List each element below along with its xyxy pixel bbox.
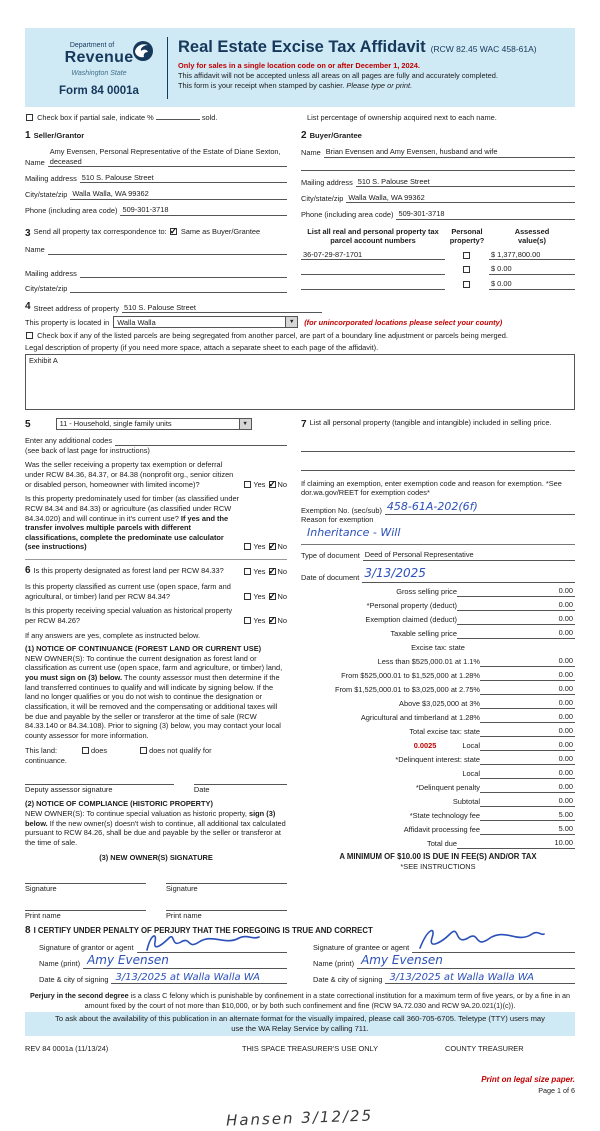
personal-property-line-2[interactable]	[301, 462, 575, 471]
form-number: Form 84 0001a	[59, 84, 139, 97]
form-title-rcw: (RCW 82.45 WAC 458-61A)	[430, 44, 537, 54]
q6b-no-checkbox[interactable]	[269, 593, 276, 600]
see-back-note: (see back of last page for instructions)	[25, 445, 150, 455]
seller-title: Seller/Grantor	[33, 130, 85, 140]
buyer-mailing-input[interactable]: 510 S. Palouse Street	[356, 177, 575, 188]
grantor-name-print-input[interactable]: Amy Evensen	[83, 961, 287, 969]
grantee-signature-block: Signature of grantee or agent Name (print) Amy Evensen Date & city of signing 3/13/2025 at Walla Walla WA	[313, 937, 575, 984]
logo-text-sub: Washington State	[71, 69, 127, 77]
q2-yes-checkbox[interactable]	[244, 543, 251, 550]
subtotal-input[interactable]: 0.00	[480, 796, 575, 807]
page-indicator: Page 1 of 6	[538, 1085, 575, 1095]
new-owner-print-line-1[interactable]	[25, 902, 146, 911]
local-rate-value: 0.0025	[413, 741, 437, 751]
total-due-input[interactable]: 10.00	[457, 838, 575, 849]
assessed-value-2[interactable]: $ 0.00	[489, 264, 575, 275]
local-excise-input[interactable]: 0.00	[480, 740, 575, 751]
same-as-buyer-label: Same as Buyer/Grantee	[180, 226, 261, 236]
dor-logo	[35, 37, 163, 99]
seller-name-input[interactable]: Amy Evensen, Personal Representative of the Estate of Diane Sexton, deceased	[48, 147, 287, 167]
notice-completed: This affidavit will not be accepted unless all areas on all pages are fully and accurately completed.	[178, 71, 498, 81]
type-of-document-input[interactable]: Deed of Personal Representative	[363, 550, 575, 561]
correspondence-name-input[interactable]	[48, 247, 287, 255]
new-owner-signature-line-1[interactable]	[25, 875, 146, 884]
delinquent-penalty-input[interactable]: 0.00	[480, 782, 575, 793]
header-title-block	[167, 37, 565, 99]
parcels-col3-header: Assessed value(s)	[514, 226, 550, 246]
delinquent-interest-local-input[interactable]: 0.00	[480, 768, 575, 779]
current-use-question: Is this property classified as current use (open space, farm and agricultural, or timber) land per RCW 84.34?	[25, 582, 231, 601]
section-8-certification: 8 I CERTIFY UNDER PENALTY OF PERJURY THAT THE FOREGOING IS TRUE AND CORRECT Signature of grantor or agent Name (print) Amy Evensen Date & city of signing 3/13/2025 at Walla Walla WA Signature of grantee or agent Name (print) Amy Evensen Date & city of signing 3/13/2025 at Walla Walla WA	[25, 924, 575, 984]
grantee-signature-line[interactable]	[412, 945, 575, 953]
grantee-date-city-input[interactable]: 3/13/2025 at Walla Walla WA	[385, 976, 575, 984]
notice-continuance-title: (1) NOTICE OF CONTINUANCE (FOREST LAND OR CURRENT USE)	[25, 644, 262, 654]
exemption-deferral-question: Was the seller receiving a property tax exemption or deferral under RCW 84.36, 84.37, or 84.38 (nonprofit org., senior citizen or disabled person, homeowner with limited income)?	[25, 460, 234, 489]
parcel-row-2	[301, 264, 575, 275]
q6a-yes-checkbox[interactable]	[244, 568, 251, 575]
personal-property-checkbox-1[interactable]	[463, 252, 470, 259]
notice-receipt: This form is your receipt when stamped by cashier. Please type or print.	[178, 80, 413, 90]
tier2-input[interactable]: 0.00	[480, 670, 575, 681]
buyer-name-input[interactable]: Brian Evensen and Amy Evensen, husband and wife	[324, 147, 575, 158]
tier1-input[interactable]: 0.00	[480, 656, 575, 667]
reason-for-exemption-label: Reason for exemption	[301, 515, 374, 525]
rev-form-number: REV 84 0001a (11/13/24)	[25, 1043, 109, 1053]
correspondence-csz-input[interactable]	[70, 285, 287, 293]
assessed-value-1[interactable]: $ 1,377,800.00	[489, 250, 575, 261]
same-as-buyer-checkbox[interactable]	[170, 228, 177, 235]
logo-text-top: Department of	[69, 42, 115, 49]
new-owner-print-line-2[interactable]	[166, 902, 287, 911]
new-owner-signature-line-2[interactable]	[166, 875, 287, 884]
treasurer-use-only: THIS SPACE TREASURER'S USE ONLY	[241, 1043, 379, 1053]
buyer-title: Buyer/Grantee	[309, 130, 362, 140]
seller-mailing-input[interactable]: 510 S. Palouse Street	[80, 173, 287, 184]
personal-property-intro: List all personal property (tangible and intangible) included in selling price.	[309, 417, 552, 427]
parcels-col1-header: List all real and personal property tax parcel account numbers	[307, 226, 439, 246]
grantor-signature-block: Signature of grantor or agent Name (print) Amy Evensen Date & city of signing 3/13/2025 at Walla Walla WA	[25, 937, 287, 984]
date-of-document-input[interactable]: 3/13/2025	[362, 566, 575, 583]
parcel-number-input-2[interactable]	[301, 266, 445, 275]
legal-description-input[interactable]: Exhibit A	[25, 354, 575, 410]
delinquent-interest-state-input[interactable]: 0.00	[480, 754, 575, 765]
section-7-personal-property: 7 List all personal property (tangible and intangible) included in selling price. If claiming an exemption, enter exemption code and reason for exemption. *See dor.wa.gov/REET for exemption codes* Exemption No. (sec/sub) 458-61A-202(6f) Reason for exemption Inheritance - Will Type of document Deed of Personal Representative Date of document 3/13/2025 Gross selling price 0.00 *Personal property (deduct) 0.00 Exemption claimed (deduct) 0.00 Taxable selling price 0.00 Excise tax: state Less than $525,000.01 at 1.1% 0.00 From $525,000.01 to $1,525,000 at 1.28% 0.00 From $1,525,000.01 to $3,025,000 at 2.75% 0.00 Above $3,025,000 at 3% 0.00 Agricultural and timberland at 1.28% 0.00 Total excise tax: state 0.00 0.0025 Local 0.00 *Delinquent interest: state 0.00 Local 0.00 *Delinquent penalty 0.00 Subtotal 0.00 *State technology fee 5.00 Affidavit processing fee 5.00 Total due 10.00 A MINIMUM OF $10.00 IS DUE IN FEE(S) AND/OR TAX *SEE INSTRUCTIONS	[301, 417, 573, 871]
logo-revenue: Revenue	[35, 48, 163, 69]
buyer-name-line2[interactable]	[301, 163, 575, 171]
certify-statement: I CERTIFY UNDER PENALTY OF PERJURY THAT THE FOREGOING IS TRUE AND CORRECT	[33, 926, 373, 936]
parcel-row-1	[301, 250, 575, 261]
section-5-use: 5 11 - Household, single family units ▼ Enter any additional codes (see back of last page for instructions) Was the seller receiving a property tax exemption or deferral under RCW 84.36, 84.37, or 84.38 (nonprofit org., senior citizen or disabled person, homeowner with limited income)? Yes ✓ No Is this property predominately used for timber (as classified under RCW 84.34 and 84.33) or agriculture (as classified under RCW 84.34.020) and will continue in it's current use? If yes and the transfer involves multiple parcels with different classifications, complete the predominate use calculator (see instructions) Yes ✓ No	[25, 418, 287, 552]
section-2-buyer: 2 Buyer/Grantee Name Brian Evensen and Amy Evensen, husband and wife Mailing address 510 S. Palouse Street City/state/zip Walla Walla, WA 99362 Phone (including area code) 509-301-3718	[301, 129, 575, 220]
notice-compliance-body: NEW OWNER(S): To continue special valuation as historic property, sign (3) below. If the new owner(s) doesn't wish to continue, all additional tax calculated pursuant to RCW 84.26, shall be due and payable by the seller or transferor at the time of sale.	[25, 808, 286, 847]
legal-description-label: Legal description of property (if you need more space, attach a separate sheet to each page of the affidavit).	[25, 343, 379, 353]
personal-property-checkbox-2[interactable]	[463, 266, 470, 273]
partial-sale-percent-input[interactable]	[156, 119, 200, 120]
section-1-seller: 1 Seller/Grantor Name Amy Evensen, Personal Representative of the Estate of Diane Sexton, deceased Mailing address 510 S. Palouse Street City/state/zip Walla Walla, WA 99362 Phone (including area code) 509-301-3718	[25, 129, 287, 220]
perjury-note: Perjury in the second degree is a class C felony which is punishable by confinement in a state correctional institution for a maximum term of five years, or by a fine in an amount fixed by the court of not more than $10,000, or by both such confinement and fine (RCW 9A.72.030 and RCW 9A.20.021(1)(c)).	[29, 991, 571, 1010]
parcel-row-3	[301, 279, 575, 290]
correspondence-mailing-input[interactable]	[80, 270, 287, 278]
notice-compliance-title: (2) NOTICE OF COMPLIANCE (HISTORIC PROPERTY)	[25, 799, 213, 809]
seller-phone-input[interactable]: 509-301-3718	[120, 205, 287, 216]
exemption-intro: If claiming an exemption, enter exemption code and reason for exemption. *See dor.wa.gov/REET for exemption codes*	[301, 478, 562, 498]
partial-sale-row	[25, 113, 293, 123]
form-header	[25, 28, 575, 107]
seller-csz-input[interactable]: Walla Walla, WA 99362	[70, 189, 287, 200]
state-technology-fee-input[interactable]: 5.00	[480, 810, 575, 821]
excise-tax-state-header: Excise tax: state	[411, 642, 465, 652]
tier4-input[interactable]: 0.00	[480, 698, 575, 709]
gross-selling-price-input[interactable]: 0.00	[457, 586, 575, 597]
accessibility-note: To ask about the availability of this publication in an alternate format for the visually impaired, please call 360-705-6705. Teletype (TTY) users may use the WA Relay Service by calling 711.	[25, 1012, 575, 1036]
grantee-name-print-input[interactable]: Amy Evensen	[357, 961, 575, 969]
notice-continuance-body: NEW OWNER(S): To continue the current designation as forest land or classification as current use (open space, farm and agriculture, or timber) land, you must sign on (3) below. The county assessor must then determine if the land transferred continues to qualify and will indicate by signing below. If the land no longer qualifies or you do not wish to continue the designation or classification, it will be removed and the compensating or additional taxes will be due and payable by the seller or transferor at the time of sale (RCW 84.33.140 or 84.34.108). Prior to signing (3) below, you may contact your local county assessor for more information.	[25, 653, 283, 740]
timber-agriculture-question: Is this property predominately used for timber (as classified under RCW 84.34 and 84.33) or agriculture (as classified under RCW 84.34.020) and will continue in it's current use? If yes and the transfer involves multiple parcels with different classifications, complete the predominate use calculator (see instructions)	[25, 494, 240, 552]
buyer-phone-input[interactable]: 509-301-3718	[396, 209, 575, 220]
form-title: Real Estate Excise Tax Affidavit	[178, 38, 426, 56]
assessed-value-3[interactable]: $ 0.00	[489, 279, 575, 290]
if-any-yes-note: If any answers are yes, complete as instructed below.	[25, 630, 200, 640]
forest-land-question: Is this property designated as forest land per RCW 84.33?	[33, 566, 224, 576]
dor-swirl-icon	[131, 39, 155, 63]
grantor-date-city-input[interactable]: 3/13/2025 at Walla Walla WA	[111, 976, 287, 984]
q1-no-checkbox[interactable]	[269, 481, 276, 488]
section-3-correspondence: 3 Send all property tax correspondence to: ✓ Same as Buyer/Grantee Name Mailing address City/state/zip	[25, 227, 287, 294]
parcel-number-input-1[interactable]: 36-07-29-87-1701	[301, 250, 445, 261]
treasurer-stamp-handwriting: Hansen 3/12/25	[226, 1106, 374, 1130]
section-6-designation: 6 Is this property designated as forest land per RCW 84.33? Yes ✓ No Is this property classified as current use (open space, farm and agricultural, or timber) land per RCW 84.34? Yes ✓ No Is this property receiving special valuation as historical property per RCW 84.26? Yes ✓ No If any answers are yes, complete as instructed below. (1) NOTICE OF CONTINUANCE (FOREST LAND OR CURRENT USE) NEW OWNER(S): To continue the current designation as forest land or classification as current use (open space, farm and agriculture, or timber) land, you must sign on (3) below. The county assessor must then determine if the land transferred continues to qualify and will indicate by signing below. If the land no longer qualifies or you do not wish to continue the designation or classification, it will be removed and the compensating or additional taxes will be due and payable by the seller or transferor at the time of sale (RCW 84.33.140 or 84.34.108). Prior to signing (3) below, you may contact your local county assessor for more information. This land: does does not qualify for continuance. Deputy assessor signature Date (2) NOTICE OF COMPLIANCE (HISTORIC PROPERTY) NEW OWNER(S): To continue special valuation as historic property, sign (3) below. If the new owner(s) doesn't wish to continue, all additional tax calculated pursuant to RCW 84.26, shall be due and payable by the seller or transferor at the time of sale. (3) NEW OWNER(S) SIGNATURE Signature Signature Print name Print name	[25, 559, 287, 920]
q6b-yes-checkbox[interactable]	[244, 593, 251, 600]
grantor-signature-line[interactable]	[137, 945, 288, 953]
total-excise-state-input[interactable]: 0.00	[480, 726, 575, 737]
parcel-number-input-3[interactable]	[301, 281, 445, 290]
county-dropdown[interactable]: Walla Walla ▼	[113, 316, 298, 328]
tax-computation: Gross selling price 0.00 *Personal property (deduct) 0.00 Exemption claimed (deduct) 0.00 Taxable selling price 0.00 Excise tax: state Less than $525,000.01 at 1.1% 0.00 From $525,000.01 to $1,525,000 at 1.28% 0.00 From $1,525,000.01 to $3,025,000 at 2.75% 0.00 Above $3,025,000 at 3% 0.00 Agricultural and timberland at 1.28% 0.00 Total excise tax: state 0.00 0.0025 Local 0.00 *Delinquent interest: state 0.00 Local 0.00 *Delinquent penalty 0.00 Subtotal 0.00 *State technology fee 5.00 Affidavit processing fee 5.00 Total due 10.00 A MINIMUM OF $10.00 IS DUE IN FEE(S) AND/OR TAX *SEE INSTRUCTIONS	[301, 586, 575, 871]
personal-property-checkbox-3[interactable]	[463, 281, 470, 288]
partial-sale-sold: sold.	[201, 112, 218, 122]
historical-question: Is this property receiving special valuation as historical property per RCW 84.26?	[25, 606, 233, 625]
dropdown-arrow-icon[interactable]: ▼	[239, 419, 251, 429]
parcels-col2-header: Personal property?	[449, 226, 485, 246]
dropdown-arrow-icon[interactable]: ▼	[285, 317, 297, 327]
q1-yes-checkbox[interactable]	[244, 481, 251, 488]
see-instructions-note: *SEE INSTRUCTIONS	[400, 861, 476, 871]
parcels-table	[301, 227, 575, 294]
new-owners-signature-title: (3) NEW OWNER(S) SIGNATURE	[99, 853, 213, 863]
ownership-note: List percentage of ownership acquired next to each name.	[307, 112, 497, 122]
segregated-label: Check box if any of the listed parcels are being segregated from another parcel, are part of a boundary line adjustment or parcels being merged.	[37, 331, 508, 341]
affidavit-processing-fee-input[interactable]: 5.00	[480, 824, 575, 835]
reason-for-exemption-value[interactable]: Inheritance - Will	[307, 525, 401, 539]
personal-property-line-1[interactable]	[301, 443, 575, 452]
q6a-no-checkbox[interactable]	[269, 568, 276, 575]
land-does-checkbox[interactable]	[82, 747, 89, 754]
exemption-no-input[interactable]: 458-61A-202(6f)	[385, 500, 575, 515]
segregated-checkbox[interactable]	[26, 332, 33, 339]
q6c-no-checkbox[interactable]	[269, 617, 276, 624]
exemption-claimed-input[interactable]: 0.00	[457, 614, 575, 625]
street-address-input[interactable]: 510 S. Palouse Street	[122, 303, 322, 314]
print-legal-note: Print on legal size paper.	[481, 1075, 575, 1085]
notice-single-location: Only for sales in a single location code on or after December 1, 2024.	[178, 61, 420, 71]
deputy-assessor-date-line[interactable]	[194, 776, 287, 785]
land-use-dropdown[interactable]: 11 - Household, single family units ▼	[56, 418, 252, 430]
section-4-property: 4 Street address of property 510 S. Palouse Street This property is located in Walla Walla ▼ (for unincorporated locations please select your county) Check box if any of the listed parcels are being segregated from another parcel, are part of a boundary line adjustment or parcels being merged. Legal description of property (if you need more space, attach a separate sheet to each page of the affidavit). Exhibit A	[25, 300, 575, 409]
additional-codes-input[interactable]	[115, 438, 287, 446]
deputy-assessor-signature-line[interactable]	[25, 776, 174, 785]
tier3-input[interactable]: 0.00	[480, 684, 575, 695]
q2-no-checkbox[interactable]	[269, 543, 276, 550]
correspondence-label: Send all property tax correspondence to:	[33, 226, 167, 236]
buyer-csz-input[interactable]: Walla Walla, WA 99362	[346, 193, 575, 204]
county-treasurer-label: COUNTY TREASURER	[445, 1043, 524, 1053]
land-does-not-checkbox[interactable]	[140, 747, 147, 754]
partial-sale-label: Check box if partial sale, indicate %	[37, 112, 154, 122]
partial-sale-checkbox[interactable]	[26, 114, 33, 121]
taxable-selling-price-input[interactable]: 0.00	[457, 628, 575, 639]
county-note: (for unincorporated locations please select your county)	[304, 317, 503, 327]
personal-property-deduct-input[interactable]: 0.00	[457, 600, 575, 611]
q6c-yes-checkbox[interactable]	[244, 617, 251, 624]
minimum-due-note: A MINIMUM OF $10.00 IS DUE IN FEE(S) AND/OR TAX	[339, 851, 537, 861]
agricultural-input[interactable]: 0.00	[480, 712, 575, 723]
